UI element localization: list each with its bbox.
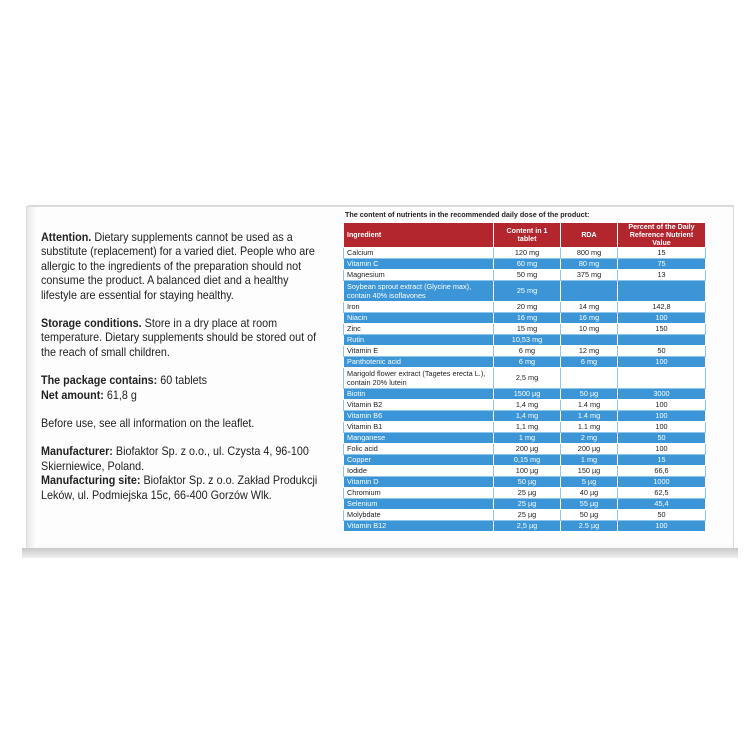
product-info-text [41,231,318,503]
net-label: Net amount: [41,388,104,402]
cell-ingredient: Iron [344,302,494,313]
cell-rda: 40 µg [561,488,618,499]
cell-ingredient: Zinc [344,324,494,335]
cell-rda: 50 µg [561,389,618,400]
cell-percent: 50 [618,510,706,521]
cell-ingredient: Calcium [344,248,494,259]
cell-percent: 50 [618,433,706,444]
cell-content: 120 mg [494,248,561,259]
table-row [344,444,706,455]
cell-percent [618,281,706,302]
cell-rda: 6 mg [561,357,618,368]
cell-rda [561,335,618,346]
cell-ingredient: Vitamin B12 [344,521,494,532]
table-row [344,455,706,466]
cell-ingredient: Biotin [344,389,494,400]
table-row [344,499,706,510]
site-value: Biofaktor Sp. z o.o. Zakład Produkcji Leków, ul. Podmiejska 15c, 66-400 Gorzów Wlk. [41,474,318,502]
leaflet-note: Before use, see all information on the leaflet. [41,417,255,431]
cell-content: 1500 µg [494,389,561,400]
header-ingredient: Ingredient [344,223,494,248]
cell-rda: 12 mg [561,346,618,357]
cell-rda: 1.1 mg [561,422,618,433]
table-row [344,477,706,488]
cell-percent [618,368,706,389]
cell-percent: 100 [618,313,706,324]
cell-content: 50 mg [494,270,561,281]
manufacturer-label: Manufacturer: [41,445,113,459]
cell-content: 10,53 mg [494,335,561,346]
cell-ingredient: Vitamin B1 [344,422,494,433]
table-row [344,270,706,281]
cell-ingredient: Panthotenic acid [344,357,494,368]
cell-percent: 45,4 [618,499,706,510]
cell-ingredient: Chromium [344,488,494,499]
table-row [344,335,706,346]
cell-content: 1 mg [494,433,561,444]
site-line [41,474,318,503]
cell-percent: 75 [618,259,706,270]
cell-percent: 13 [618,270,706,281]
cell-content: 25 µg [494,510,561,521]
table-row [344,346,706,357]
cell-content: 1,1 mg [494,422,561,433]
cell-ingredient: Vitamin C [344,259,494,270]
cell-rda [561,368,618,389]
table-row [344,466,706,477]
cell-percent [618,335,706,346]
cell-rda: 375 mg [561,270,618,281]
attention-paragraph [41,231,318,303]
manufacturer-line [41,445,318,474]
cell-rda: 10 mg [561,324,618,335]
header-content: Content in 1 tablet [494,223,561,248]
cell-content: 20 mg [494,302,561,313]
package-value: 60 tablets [160,374,208,388]
cell-content: 0,15 mg [494,455,561,466]
cell-ingredient: Vitamin D [344,477,494,488]
cell-content: 2,5 mg [494,368,561,389]
table-row [344,433,706,444]
table-row [344,302,706,313]
cell-rda: 800 mg [561,248,618,259]
table-row [344,400,706,411]
table-caption: The content of nutrients in the recommended daily dose of the product: [345,210,590,219]
storage-body: Store in a dry place at room temperature. Dietary supplements should be stored out of the reach of small children. [41,317,317,359]
net-line [41,389,318,403]
cell-ingredient: Molybdate [344,510,494,521]
table-row [344,510,706,521]
cell-rda: 14 mg [561,302,618,313]
table-row [344,259,706,270]
cell-percent: 100 [618,521,706,532]
cell-content: 6 mg [494,346,561,357]
cell-percent: 142,8 [618,302,706,313]
cell-content: 1,4 mg [494,400,561,411]
table-row [344,368,706,389]
cell-percent: 62,5 [618,488,706,499]
cell-content: 1,4 mg [494,411,561,422]
cell-content: 25 mg [494,281,561,302]
storage-paragraph [41,317,318,360]
cell-content: 6 mg [494,357,561,368]
cell-content: 25 µg [494,499,561,510]
cell-ingredient: Rutin [344,335,494,346]
cell-content: 200 µg [494,444,561,455]
header-percent: Percent of the Daily Reference Nutrient Value [618,223,706,248]
site-label: Manufacturing site: [41,474,141,488]
cell-rda [561,281,618,302]
cell-ingredient: Vitamin B6 [344,411,494,422]
cell-content: 100 µg [494,466,561,477]
table-row [344,248,706,259]
cell-content: 25 µg [494,488,561,499]
cell-content: 16 mg [494,313,561,324]
table-row [344,281,706,302]
table-row [344,389,706,400]
cell-ingredient: Selenium [344,499,494,510]
cell-percent: 15 [618,455,706,466]
cell-percent: 150 [618,324,706,335]
table-row [344,357,706,368]
nutrient-table-panel [343,210,706,532]
package-line [41,374,318,388]
cell-rda: 2.5 µg [561,521,618,532]
cell-rda: 55 µg [561,499,618,510]
box-bottom-edge [22,548,738,558]
cell-percent: 100 [618,422,706,433]
table-row [344,422,706,433]
cell-percent: 15 [618,248,706,259]
storage-title: Storage conditions. [41,317,142,331]
cell-percent: 3000 [618,389,706,400]
cell-ingredient: Soybean sprout extract (Glycine max), contain 40% isoflavones [344,281,494,302]
table-row [344,324,706,335]
nutrient-table [343,222,706,532]
cell-content: 60 mg [494,259,561,270]
cell-ingredient: Iodide [344,466,494,477]
table-row [344,488,706,499]
cell-ingredient: Niacin [344,313,494,324]
attention-body: Dietary supplements cannot be used as a substitute (replacement) for a varied diet. People who are allergic to the ingredients of the preparation should not consume the product. A balanced diet and a healthy lifestyle are essential for staying healthy. [41,231,315,302]
cell-percent: 100 [618,444,706,455]
cell-percent: 100 [618,400,706,411]
table-row [344,521,706,532]
cell-rda: 2 mg [561,433,618,444]
cell-content: 50 µg [494,477,561,488]
table-header-row [344,223,706,248]
cell-content: 2,5 µg [494,521,561,532]
cell-ingredient: Magnesium [344,270,494,281]
cell-rda: 1 mg [561,455,618,466]
cell-rda: 80 mg [561,259,618,270]
net-value: 61,8 g [106,388,137,402]
cell-rda: 1.4 mg [561,400,618,411]
cell-content: 15 mg [494,324,561,335]
package-label: The package contains: [41,374,158,388]
table-row [344,313,706,324]
cell-percent: 100 [618,411,706,422]
cell-rda: 150 µg [561,466,618,477]
table-row [344,411,706,422]
cell-rda: 16 mg [561,313,618,324]
box-left-edge [27,207,37,552]
cell-rda: 50 µg [561,510,618,521]
cell-ingredient: Marigold flower extract (Tagetes erecta L.), contain 20% lutein [344,368,494,389]
cell-percent: 50 [618,346,706,357]
cell-ingredient: Vitamin B2 [344,400,494,411]
cell-ingredient: Manganese [344,433,494,444]
attention-title: Attention. [41,231,92,244]
cell-percent: 100 [618,357,706,368]
header-rda: RDA [561,223,618,248]
cell-percent: 1000 [618,477,706,488]
cell-rda: 200 µg [561,444,618,455]
cell-ingredient: Copper [344,455,494,466]
cell-rda: 5 µg [561,477,618,488]
cell-rda: 1.4 mg [561,411,618,422]
manufacturer-value: Biofaktor Sp. z o.o., ul. Czysta 4, 96-100 Skierniewice, Poland. [41,445,309,473]
cell-percent: 66,6 [618,466,706,477]
table-body [344,248,706,532]
cell-ingredient: Folic acid [344,444,494,455]
cell-ingredient: Vitamin E [344,346,494,357]
